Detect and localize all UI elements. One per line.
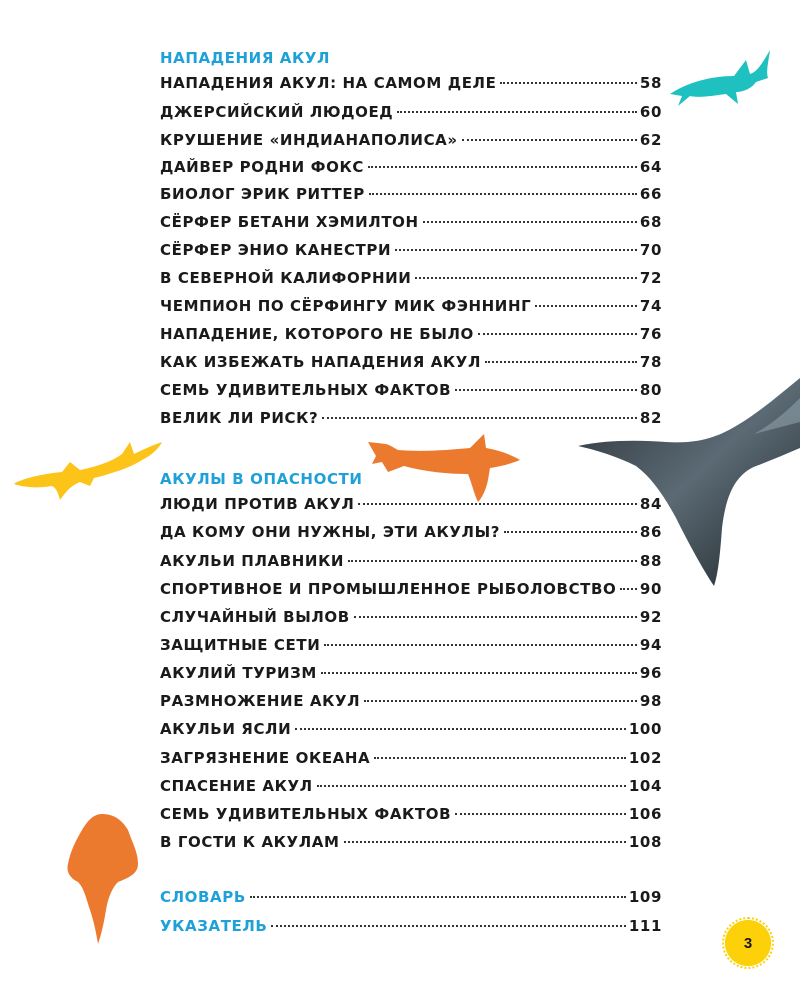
dot-leader [368, 166, 637, 168]
dot-leader [354, 616, 637, 618]
toc-entry[interactable]: ВЕЛИК ЛИ РИСК? 82 [160, 409, 662, 427]
page-ref: 98 [639, 692, 662, 710]
toc-entry[interactable]: В СЕВЕРНОЙ КАЛИФОРНИИ 72 [160, 269, 662, 287]
toc-entry[interactable]: РАЗМНОЖЕНИЕ АКУЛ 98 [160, 692, 662, 710]
dot-leader [395, 249, 637, 251]
dot-leader [295, 728, 626, 730]
dot-leader [364, 700, 637, 702]
toc-entry-glossary[interactable]: СЛОВАРЬ 109 [160, 888, 662, 906]
page-ref: 58 [639, 74, 662, 92]
orange-ray-icon [62, 812, 142, 948]
dot-leader [250, 896, 626, 898]
page-ref: 78 [639, 353, 662, 371]
toc-entry[interactable]: БИОЛОГ ЭРИК РИТТЕР 66 [160, 185, 662, 203]
section-title-attacks: НАПАДЕНИЯ АКУЛ [160, 49, 331, 67]
page-ref: 109 [628, 888, 662, 906]
page-ref: 68 [639, 213, 662, 231]
yellow-shark-icon [10, 440, 168, 512]
toc-entry[interactable]: КРУШЕНИЕ «ИНДИАНАПОЛИСА» 62 [160, 131, 662, 149]
page-ref: 102 [628, 749, 662, 767]
page-ref: 88 [639, 552, 662, 570]
toc-entry[interactable]: АКУЛЬИ ЯСЛИ 100 [160, 720, 662, 738]
section-title-danger: АКУЛЫ В ОПАСНОСТИ [160, 470, 363, 488]
toc-entry[interactable]: КАК ИЗБЕЖАТЬ НАПАДЕНИЯ АКУЛ 78 [160, 353, 662, 371]
toc-entry[interactable]: ЗАГРЯЗНЕНИЕ ОКЕАНА 102 [160, 749, 662, 767]
toc-entry[interactable]: СПАСЕНИЕ АКУЛ 104 [160, 777, 662, 795]
dot-leader [374, 757, 626, 759]
page-ref: 106 [628, 805, 662, 823]
page-ref: 108 [628, 833, 662, 851]
dot-leader [500, 82, 636, 84]
toc-entry[interactable]: СЕМЬ УДИВИТЕЛЬНЫХ ФАКТОВ 80 [160, 381, 662, 399]
toc-entry[interactable]: АКУЛЬИ ПЛАВНИКИ 88 [160, 552, 662, 570]
dot-leader [358, 503, 636, 505]
dot-leader [317, 785, 626, 787]
page-ref: 80 [639, 381, 662, 399]
page-ref: 92 [639, 608, 662, 626]
toc-entry[interactable]: ДА КОМУ ОНИ НУЖНЫ, ЭТИ АКУЛЫ? 86 [160, 523, 662, 541]
toc-entry[interactable]: СЛУЧАЙНЫЙ ВЫЛОВ 92 [160, 608, 662, 626]
toc-entry[interactable]: СЁРФЕР БЕТАНИ ХЭМИЛТОН 68 [160, 213, 662, 231]
dot-leader [455, 813, 626, 815]
teal-shark-icon [668, 46, 772, 112]
toc-entry[interactable]: ЛЮДИ ПРОТИВ АКУЛ 84 [160, 495, 662, 513]
orange-shark-icon [364, 432, 524, 504]
page-ref: 111 [628, 917, 662, 935]
dot-leader [455, 389, 637, 391]
page-ref: 86 [639, 523, 662, 541]
page-ref: 100 [628, 720, 662, 738]
toc-entry[interactable]: АКУЛИЙ ТУРИЗМ 96 [160, 664, 662, 682]
page-ref: 72 [639, 269, 662, 287]
toc-entry-index[interactable]: УКАЗАТЕЛЬ 111 [160, 917, 662, 935]
toc-entry[interactable]: ЗАЩИТНЫЕ СЕТИ 94 [160, 636, 662, 654]
dot-leader [348, 560, 637, 562]
dot-leader [397, 111, 637, 113]
page-ref: 70 [639, 241, 662, 259]
toc-entry[interactable]: ДАЙВЕР РОДНИ ФОКС 64 [160, 158, 662, 176]
page-ref: 84 [639, 495, 662, 513]
page-ref: 90 [639, 580, 662, 598]
page-ref: 74 [639, 297, 662, 315]
page-ref: 76 [639, 325, 662, 343]
dot-leader [478, 333, 637, 335]
dot-leader [462, 139, 637, 141]
dot-leader [369, 193, 637, 195]
dot-leader [324, 644, 637, 646]
toc-entry[interactable]: ДЖЕРСИЙСКИЙ ЛЮДОЕД 60 [160, 103, 662, 121]
toc-entry[interactable]: НАПАДЕНИЯ АКУЛ: НА САМОМ ДЕЛЕ 58 [160, 74, 662, 92]
page-ref: 104 [628, 777, 662, 795]
page-ref: 66 [639, 185, 662, 203]
page-ref: 96 [639, 664, 662, 682]
dot-leader [504, 531, 637, 533]
dot-leader [535, 305, 637, 307]
page-number-badge: 3 [725, 920, 771, 966]
dot-leader [423, 221, 637, 223]
toc-entry[interactable]: СПОРТИВНОЕ И ПРОМЫШЛЕННОЕ РЫБОЛОВСТВО 90 [160, 580, 662, 598]
dot-leader [321, 672, 637, 674]
toc-entry[interactable]: СЁРФЕР ЭНИО КАНЕСТРИ 70 [160, 241, 662, 259]
toc-entry[interactable]: СЕМЬ УДИВИТЕЛЬНЫХ ФАКТОВ 106 [160, 805, 662, 823]
dot-leader [620, 588, 637, 590]
dot-leader [322, 417, 637, 419]
toc-entry[interactable]: ЧЕМПИОН ПО СЁРФИНГУ МИК ФЭННИНГ 74 [160, 297, 662, 315]
dot-leader [485, 361, 637, 363]
dot-leader [271, 925, 625, 927]
page-ref: 64 [639, 158, 662, 176]
page-ref: 60 [639, 103, 662, 121]
toc-entry[interactable]: В ГОСТИ К АКУЛАМ 108 [160, 833, 662, 851]
page-ref: 62 [639, 131, 662, 149]
page-ref: 94 [639, 636, 662, 654]
page-ref: 82 [639, 409, 662, 427]
toc-entry[interactable]: НАПАДЕНИЕ, КОТОРОГО НЕ БЫЛО 76 [160, 325, 662, 343]
dot-leader [344, 841, 626, 843]
dot-leader [415, 277, 636, 279]
